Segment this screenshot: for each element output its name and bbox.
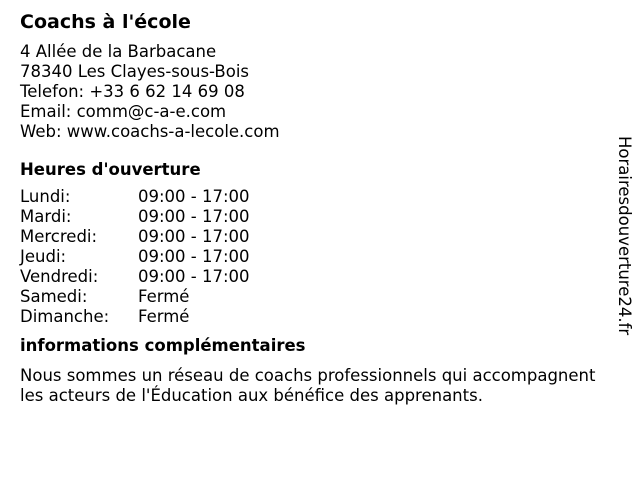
- day-label: Samedi:: [20, 287, 88, 306]
- hours-row-sunday: [20, 307, 615, 327]
- business-name: Coachs à l'école: [20, 11, 191, 33]
- additional-info-text: Nous sommes un réseau de coachs professionnels qui accompagnent les acteurs de l'Éducation aux bénéfice des apprenants.: [20, 366, 596, 405]
- day-label: Vendredi:: [20, 267, 99, 286]
- address-street: 4 Allée de la Barbacane: [20, 42, 217, 61]
- day-hours: 09:00 - 17:00: [138, 247, 250, 266]
- hours-row-saturday: [20, 287, 615, 307]
- day-label: Dimanche:: [20, 307, 110, 326]
- watermark-text: Horairesdouverture24.fr: [615, 136, 634, 336]
- day-label: Mercredi:: [20, 227, 98, 246]
- hours-row-wednesday: [20, 227, 615, 247]
- phone-line: Telefon: +33 6 62 14 69 08: [20, 82, 245, 101]
- hours-row-friday: [20, 267, 615, 287]
- hours-row-tuesday: [20, 207, 615, 227]
- hours-row-thursday: [20, 247, 615, 267]
- business-info-card: [20, 9, 615, 406]
- contact-block: [20, 42, 615, 142]
- day-label: Jeudi:: [20, 247, 67, 266]
- web-line: Web: www.coachs-a-lecole.com: [20, 122, 280, 141]
- day-hours: Fermé: [138, 287, 190, 306]
- day-label: Lundi:: [20, 187, 71, 206]
- additional-info-heading: informations complémentaires: [20, 336, 306, 355]
- opening-hours-table: [20, 187, 615, 327]
- address-city: 78340 Les Clayes-sous-Bois: [20, 62, 250, 81]
- day-hours: Fermé: [138, 307, 190, 326]
- day-label: Mardi:: [20, 207, 72, 226]
- day-hours: 09:00 - 17:00: [138, 187, 250, 206]
- day-hours: 09:00 - 17:00: [138, 267, 250, 286]
- day-hours: 09:00 - 17:00: [138, 227, 250, 246]
- day-hours: 09:00 - 17:00: [138, 207, 250, 226]
- opening-hours-heading: Heures d'ouverture: [20, 160, 201, 179]
- email-line: Email: comm@c-a-e.com: [20, 102, 227, 121]
- hours-row-monday: [20, 187, 615, 207]
